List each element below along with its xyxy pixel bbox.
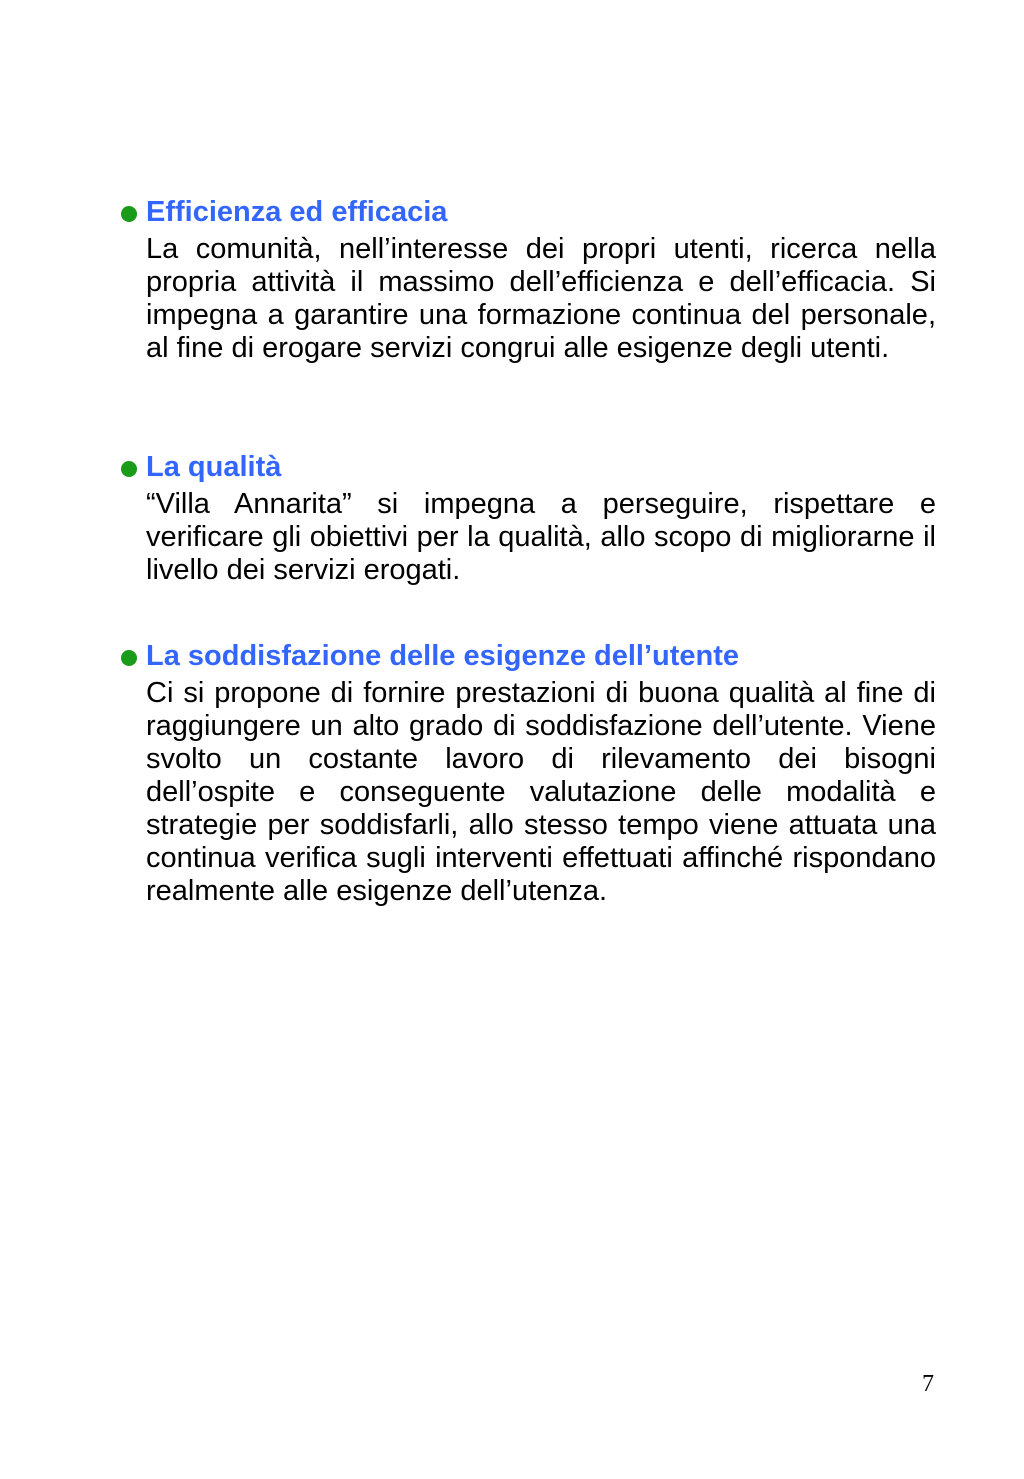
section-body: La comunità, nell’interesse dei propri utenti, ricerca nella propria attività il massimo dell’efficienza e dell’efficacia. Si impegna a garantire una formazione continua del personale, al fine di erogare servizi congrui alle esigenze degli utenti. [146, 233, 936, 364]
section-heading: La qualità [146, 451, 282, 483]
section-heading: La soddisfazione delle esigenze dell’utente [146, 640, 740, 672]
section-heading: Efficienza ed efficacia [146, 196, 448, 228]
page-number: 7 [922, 1371, 934, 1397]
bullet-icon [121, 650, 137, 666]
bullet-icon [121, 461, 137, 477]
section-body: Ci si propone di fornire prestazioni di buona qualità al fine di raggiungere un alto grado di soddisfazione dell’utente. Viene svolto un costante lavoro di rilevamento dei bisogni dell’ospite e conseguente valutazione delle modalità e strategie per soddisfarli, allo stesso tempo viene attuata una continua verifica sugli interventi effettuati affinché rispondano realmente alle esigenze dell’utenza. [146, 677, 936, 907]
bullet-icon [121, 206, 137, 222]
section-body: “Villa Annarita” si impegna a perseguire, rispettare e verificare gli obiettivi per la qualità, allo scopo di migliorarne il livello dei servizi erogati. [146, 488, 936, 586]
